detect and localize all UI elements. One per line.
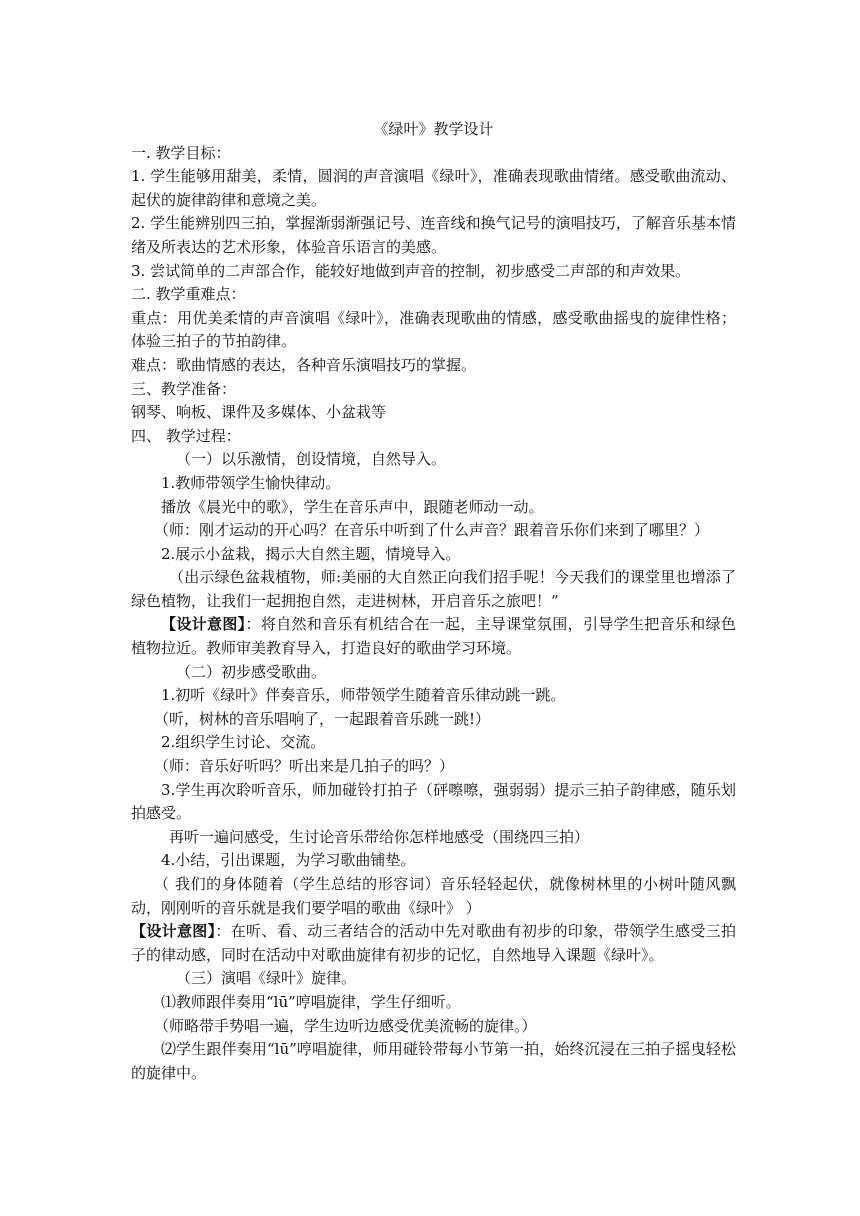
design-intent-2 — [131, 920, 736, 967]
objective-2: 2. 学生能辨别四三拍，掌握渐弱渐强记号、连音线和换气记号的演唱技巧，了解音乐基本情绪及所表达的艺术形象，体验音乐语言的美感。 — [131, 214, 736, 256]
section-heading-preparation: 三、教学准备： — [131, 379, 237, 398]
objective-3: 3. 尝试简单的二声部合作，能较好地做到声音的控制，初步感受二声部的和声效果。 — [131, 261, 691, 280]
part1-heading: （一）以乐激情，创设情境，自然导入。 — [176, 450, 447, 469]
part1-step2: 2.展示小盆栽，揭示大自然主题，情境导入。 — [161, 544, 461, 563]
part2-step2: 2.组织学生讨论、交流。 — [161, 733, 326, 752]
part3-heading: （三）演唱《绿叶》旋律。 — [176, 969, 357, 988]
section-heading-process: 四、 教学过程： — [131, 426, 241, 445]
part3-step1: ⑴教师跟伴奏用“lū”哼唱旋律，学生仔细听。 — [161, 992, 461, 1011]
part2-heading: （二）初步感受歌曲。 — [176, 662, 327, 681]
document-title: 《绿叶》教学设计 — [373, 120, 494, 138]
part2-step4-note: （ 我们的身体随着（学生总结的形容词）音乐轻轻起伏，就像树林里的小树叶随风飘动，刚刚听的音乐就是我们要学唱的歌曲《绿叶》 ） — [131, 875, 736, 917]
document-page — [131, 118, 736, 1085]
section-heading-objectives: 一. 教学目标： — [131, 143, 231, 162]
part2-step4: 4.小结，引出课题，为学习歌曲铺垫。 — [161, 851, 416, 870]
part2-step1: 1.初听《绿叶》伴奏音乐，师带领学生随着音乐律动跳一跳。 — [161, 686, 566, 705]
design-intent-text: ：在听、看、动三者结合的活动中先对歌曲有初步的印象，带领学生感受三拍子的律动感，同时在活动中对歌曲旋律有初步的记忆，自然地导入课题《绿叶》。 — [131, 922, 736, 964]
difficult-point: 难点：歌曲情感的表达，各种音乐演唱技巧的掌握。 — [131, 355, 477, 374]
design-intent-text: ：将自然和音乐有机结合在一起，主导课堂氛围，引导学生把音乐和绿色植物拉近。教师审美教育导入，打造良好的歌曲学习环境。 — [131, 615, 736, 658]
part3-step2: ⑵学生跟伴奏用“lū”哼唱旋律，师用碰铃带每小节第一拍，始终沉浸在三拍子摇曳轻松的旋律中。 — [131, 1040, 736, 1082]
objective-1: 1. 学生能够用甜美，柔情，圆润的声音演唱《绿叶》，准确表现歌曲情绪。感受歌曲流动、起伏的旋律韵律和意境之美。 — [131, 167, 736, 209]
part2-step2-note: （师：音乐好听吗？听出来是几拍子的吗？） — [154, 757, 455, 776]
key-point: 重点：用优美柔情的声音演唱《绿叶》，准确表现歌曲的情感，感受歌曲摇曳的旋律性格；体验三拍子的节拍韵律。 — [131, 308, 736, 351]
design-intent-label: 【设计意图】 — [131, 922, 216, 941]
part2-step3: 3.学生再次聆听音乐，师加碰铃打拍子（砰嚓嚓，强弱弱）提示三拍子韵律感，随乐划拍感受。 — [131, 780, 736, 823]
part1-step1-desc: 播放《晨光中的歌》，学生在音乐声中，跟随老师动一动。 — [161, 497, 544, 516]
design-intent-label: 【设计意图】 — [161, 615, 246, 634]
part2-step1-note: （听，树林的音乐唱响了，一起跟着音乐跳一跳!） — [154, 709, 491, 728]
preparation-items: 钢琴、响板、课件及多媒体、小盆栽等 — [131, 403, 387, 422]
design-intent-1 — [131, 613, 736, 660]
part2-step3-note: 再听一遍问感受，生讨论音乐带给你怎样地感受（围绕四三拍） — [169, 827, 590, 846]
part3-step1-note: （师略带手势唱一遍，学生边听边感受优美流畅的旋律。） — [154, 1016, 537, 1035]
part1-teacher-question: （师：刚才运动的开心吗？在音乐中听到了什么声音？跟着音乐你们来到了哪里？） — [154, 521, 710, 540]
section-heading-key-points: 二. 教学重难点： — [131, 285, 246, 304]
part1-step1: 1.教师带领学生愉快律动。 — [161, 473, 341, 492]
part1-step2-desc: （出示绿色盆栽植物，师:美丽的大自然正向我们招手呢！今天我们的课堂里也增添了绿色植物，让我们一起拥抱自然，走进树林，开启音乐之旅吧！” — [131, 568, 736, 610]
